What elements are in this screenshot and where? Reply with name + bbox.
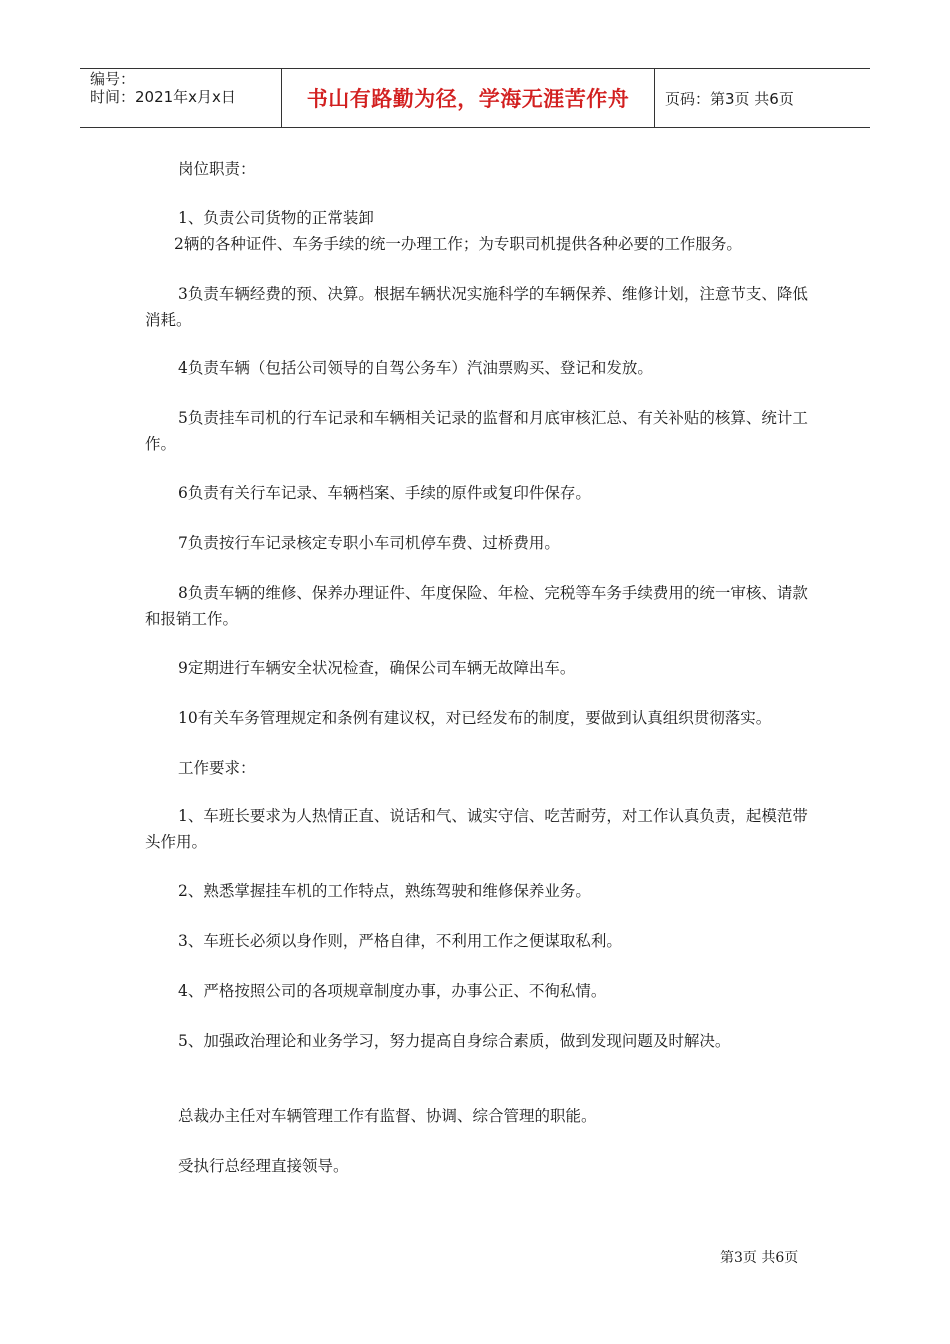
page-footer: 第3页 共6页 (720, 1250, 799, 1266)
requirement-item: 4、严格按照公司的各项规章制度办事，办事公正、不徇私情。 (178, 982, 607, 1000)
header-page-info: 页码：第3页 共6页 (665, 89, 794, 108)
duty-item: 9定期进行车辆安全状况检查，确保公司车辆无故障出车。 (178, 659, 576, 677)
duty-item: 4负责车辆（包括公司领导的自驾公务车）汽油票购买、登记和发放。 (178, 359, 653, 377)
requirement-item: 1、车班长要求为人热情正直、说话和气、诚实守信、吃苦耐劳，对工作认真负责，起模范带头作用。 (145, 807, 808, 851)
number-label: 编号： (90, 70, 136, 88)
date-label: 时间：2021年x月x日 (90, 88, 236, 106)
document-header (80, 68, 870, 128)
duties-heading: 岗位职责： (178, 160, 256, 178)
duty-item: 3负责车辆经费的预、决算。根据车辆状况实施科学的车辆保养、维修计划，注意节支、降低消耗。 (145, 285, 808, 329)
duty-item: 10有关车务管理规定和条例有建议权，对已经发布的制度，要做到认真组织贯彻落实。 (178, 709, 772, 727)
duty-item: 1、负责公司货物的正常装卸 (178, 209, 374, 227)
duty-item: 8负责车辆的维修、保养办理证件、年度保险、年检、完税等车务手续费用的统一审核、请款和报销工作。 (145, 584, 808, 628)
supervision-text: 总裁办主任对车辆管理工作有监督、协调、综合管理的职能。 (178, 1107, 597, 1125)
requirement-item: 5、加强政治理论和业务学习，努力提高自身综合素质，做到发现问题及时解决。 (178, 1032, 731, 1050)
leadership-text: 受执行总经理直接领导。 (178, 1157, 349, 1175)
requirements-heading: 工作要求： (178, 759, 256, 777)
header-motto: 书山有路勤为径，学海无涯苦作舟 (282, 69, 655, 127)
requirement-item: 3、车班长必须以身作则，严格自律，不利用工作之便谋取私利。 (178, 932, 622, 950)
duty-item: 7负责按行车记录核定专职小车司机停车费、过桥费用。 (178, 534, 560, 552)
duty-item: 6负责有关行车记录、车辆档案、手续的原件或复印件保存。 (178, 484, 591, 502)
duty-item: 5负责挂车司机的行车记录和车辆相关记录的监督和月底审核汇总、有关补贴的核算、统计工作。 (145, 409, 808, 453)
duty-item: 2辆的各种证件、车务手续的统一办理工作；为专职司机提供各种必要的工作服务。 (174, 235, 742, 253)
requirement-item: 2、熟悉掌握挂车机的工作特点，熟练驾驶和维修保养业务。 (178, 882, 591, 900)
header-meta (80, 69, 282, 127)
